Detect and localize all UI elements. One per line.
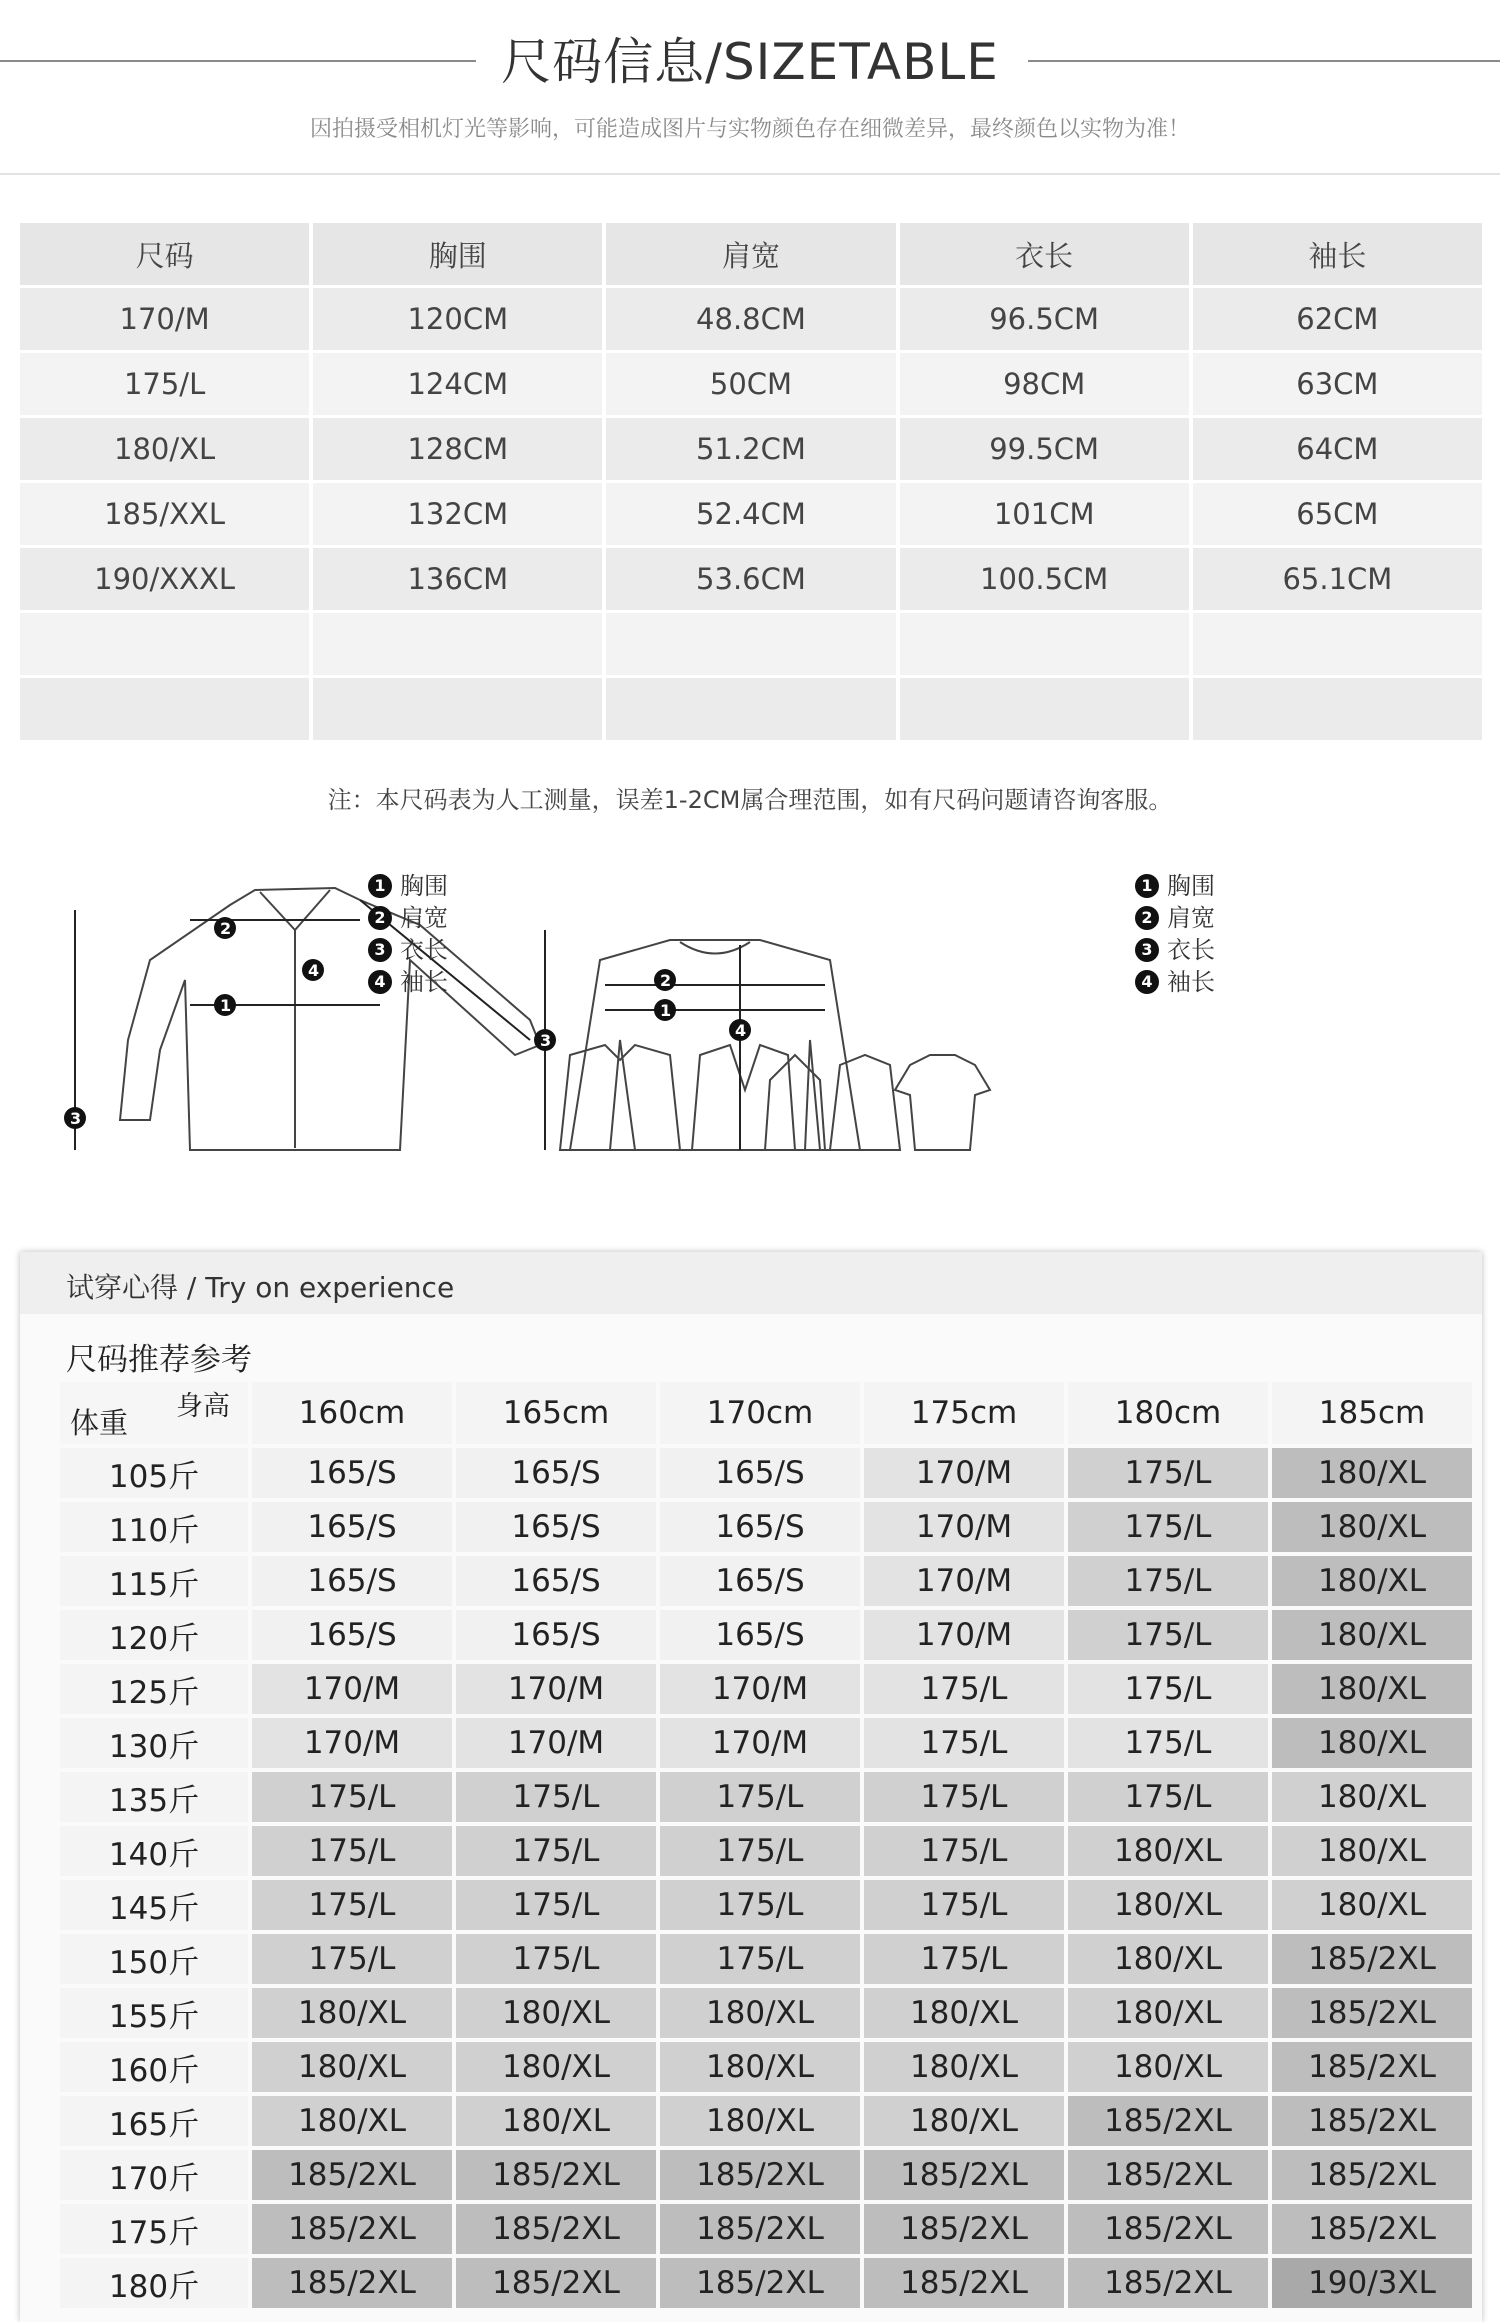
size-cell: 180/XL xyxy=(252,2096,452,2146)
legend-label: 衣长 xyxy=(400,936,448,964)
size-cell: 180/XL xyxy=(456,2096,656,2146)
size-cell: 185/2XL xyxy=(1272,2042,1472,2092)
size-cell: 175/L xyxy=(864,1934,1064,1984)
table-cell: 50CM xyxy=(606,353,895,415)
size-cell: 180/XL xyxy=(1068,2042,1268,2092)
size-cell: 180/XL xyxy=(456,2042,656,2092)
svg-text:4: 4 xyxy=(308,961,320,980)
weight-cell: 175斤 xyxy=(60,2204,248,2254)
size-cell: 170/M xyxy=(252,1664,452,1714)
table-cell: 180/XL xyxy=(20,418,309,480)
size-cell: 180/XL xyxy=(1272,1664,1472,1714)
tshirt-icon xyxy=(895,1055,990,1150)
legend-number: 2 xyxy=(368,906,392,930)
weight-cell: 110斤 xyxy=(60,1502,248,1552)
weight-cell: 130斤 xyxy=(60,1718,248,1768)
size-cell: 175/L xyxy=(456,1934,656,1984)
legend-label: 衣长 xyxy=(1167,936,1215,964)
size-cell: 175/L xyxy=(252,1772,452,1822)
size-cell: 185/2XL xyxy=(1068,2150,1268,2200)
size-cell: 175/L xyxy=(1068,1448,1268,1498)
table-row xyxy=(60,1664,1472,1714)
size-cell: 180/XL xyxy=(864,1988,1064,2038)
height-header: 180cm xyxy=(1068,1382,1268,1444)
table-row xyxy=(60,1880,1472,1930)
table-cell: 62CM xyxy=(1193,288,1482,350)
size-cell: 175/L xyxy=(1068,1556,1268,1606)
shoulder-col-header: 肩宽 xyxy=(606,223,895,285)
sleeve-col-header: 袖长 xyxy=(1193,223,1482,285)
empty-table-row xyxy=(20,678,1482,740)
table-row xyxy=(60,1448,1472,1498)
try-on-title: 试穿心得 / Try on experience xyxy=(66,1271,455,1304)
size-cell: 175/L xyxy=(456,1826,656,1876)
legend-label: 肩宽 xyxy=(1167,904,1215,932)
size-cell: 185/2XL xyxy=(864,2204,1064,2254)
size-cell: 185/2XL xyxy=(252,2258,452,2308)
size-cell: 180/XL xyxy=(1272,1556,1472,1606)
try-on-panel xyxy=(20,1252,1482,2322)
size-cell: 175/L xyxy=(660,1826,860,1876)
legend-item xyxy=(1135,934,1215,966)
table-row xyxy=(60,1772,1472,1822)
size-cell: 185/2XL xyxy=(1068,2204,1268,2254)
legend-item xyxy=(368,934,448,966)
table-row xyxy=(60,1718,1472,1768)
size-cell: 185/2XL xyxy=(456,2150,656,2200)
weight-cell: 145斤 xyxy=(60,1880,248,1930)
size-cell: 185/2XL xyxy=(1068,2096,1268,2146)
size-cell: 165/S xyxy=(660,1448,860,1498)
size-cell: 180/XL xyxy=(864,2042,1064,2092)
size-cell: 175/L xyxy=(1068,1718,1268,1768)
table-row xyxy=(60,2042,1472,2092)
measurement-note: 注：本尺码表为人工测量，误差1-2CM属合理范围，如有尺码问题请咨询客服。 xyxy=(327,786,1173,814)
size-cell: 170/M xyxy=(660,1718,860,1768)
svg-text:3: 3 xyxy=(540,1031,552,1050)
size-cell: 180/XL xyxy=(1272,1448,1472,1498)
size-cell: 180/XL xyxy=(252,1988,452,2038)
table-cell: 100.5CM xyxy=(900,548,1189,610)
table-row xyxy=(60,1556,1472,1606)
table-cell: 190/XXXL xyxy=(20,548,309,610)
grid-corner xyxy=(60,1382,248,1444)
size-cell: 180/XL xyxy=(1272,1772,1472,1822)
size-cell: 165/S xyxy=(456,1502,656,1552)
size-cell: 185/2XL xyxy=(864,2150,1064,2200)
size-cell: 180/XL xyxy=(1068,1988,1268,2038)
size-cell: 185/2XL xyxy=(1272,2096,1472,2146)
table-cell: 120CM xyxy=(313,288,602,350)
table-row xyxy=(20,353,1482,415)
size-cell: 180/XL xyxy=(252,2042,452,2092)
size-cell: 175/L xyxy=(1068,1610,1268,1660)
size-cell: 175/L xyxy=(456,1772,656,1822)
size-cell: 185/2XL xyxy=(1068,2258,1268,2308)
size-cell: 180/XL xyxy=(1272,1718,1472,1768)
table-cell: 64CM xyxy=(1193,418,1482,480)
svg-text:2: 2 xyxy=(220,919,232,938)
size-cell: 180/XL xyxy=(864,2096,1064,2146)
size-col-header: 尺码 xyxy=(20,223,309,285)
size-cell: 180/XL xyxy=(660,2096,860,2146)
table-cell: 52.4CM xyxy=(606,483,895,545)
table-cell: 96.5CM xyxy=(900,288,1189,350)
size-cell: 185/2XL xyxy=(456,2258,656,2308)
size-recommend-grid xyxy=(56,1378,1476,2312)
size-cell: 180/XL xyxy=(456,1988,656,2038)
size-cell: 180/XL xyxy=(1272,1610,1472,1660)
size-cell: 185/2XL xyxy=(660,2150,860,2200)
sweater-legend xyxy=(1135,870,1215,998)
size-cell: 175/L xyxy=(660,1934,860,1984)
legend-label: 胸围 xyxy=(400,872,448,900)
weight-cell: 105斤 xyxy=(60,1448,248,1498)
svg-text:4: 4 xyxy=(735,1021,747,1040)
size-cell: 180/XL xyxy=(660,1988,860,2038)
table-cell: 51.2CM xyxy=(606,418,895,480)
size-cell: 185/2XL xyxy=(1272,1934,1472,1984)
weight-cell: 140斤 xyxy=(60,1826,248,1876)
table-row xyxy=(20,418,1482,480)
size-cell: 185/2XL xyxy=(1272,2204,1472,2254)
size-cell: 165/S xyxy=(660,1556,860,1606)
table-cell: 63CM xyxy=(1193,353,1482,415)
table-cell: 132CM xyxy=(313,483,602,545)
size-cell: 190/3XL xyxy=(1272,2258,1472,2308)
size-cell: 175/L xyxy=(252,1826,452,1876)
legend-label: 袖长 xyxy=(1167,968,1215,996)
shirt-outline-icon xyxy=(120,888,540,1150)
cardigan-icon xyxy=(830,1055,900,1150)
size-table xyxy=(16,220,1486,743)
svg-text:3: 3 xyxy=(70,1109,82,1128)
size-cell: 175/L xyxy=(252,1880,452,1930)
try-on-header xyxy=(20,1252,1482,1314)
size-cell: 170/M xyxy=(864,1556,1064,1606)
size-cell: 175/L xyxy=(1068,1772,1268,1822)
size-cell: 180/XL xyxy=(1272,1826,1472,1876)
weight-cell: 115斤 xyxy=(60,1556,248,1606)
size-cell: 165/S xyxy=(252,1610,452,1660)
size-cell: 170/M xyxy=(660,1664,860,1714)
legend-number: 3 xyxy=(1135,938,1159,962)
table-cell: 170/M xyxy=(20,288,309,350)
table-row xyxy=(60,1610,1472,1660)
size-cell: 170/M xyxy=(864,1610,1064,1660)
weight-cell: 120斤 xyxy=(60,1610,248,1660)
size-cell: 185/2XL xyxy=(864,2258,1064,2308)
legend-item xyxy=(1135,870,1215,902)
empty-table-row xyxy=(20,613,1482,675)
size-cell: 175/L xyxy=(660,1880,860,1930)
size-cell: 175/L xyxy=(1068,1502,1268,1552)
legend-number: 2 xyxy=(1135,906,1159,930)
table-row xyxy=(60,1826,1472,1876)
chest-col-header: 胸围 xyxy=(313,223,602,285)
table-cell: 185/XXL xyxy=(20,483,309,545)
legend-item xyxy=(1135,902,1215,934)
legend-number: 4 xyxy=(1135,970,1159,994)
size-cell: 185/2XL xyxy=(660,2258,860,2308)
size-cell: 165/S xyxy=(252,1502,452,1552)
weight-cell: 180斤 xyxy=(60,2258,248,2308)
svg-text:1: 1 xyxy=(660,1001,672,1020)
weight-cell: 125斤 xyxy=(60,1664,248,1714)
table-row xyxy=(20,483,1482,545)
size-cell: 170/M xyxy=(456,1664,656,1714)
legend-label: 胸围 xyxy=(1167,872,1215,900)
weight-label: 体重 xyxy=(70,1406,129,1440)
size-cell: 180/XL xyxy=(660,2042,860,2092)
size-cell: 185/2XL xyxy=(252,2150,452,2200)
header xyxy=(0,0,1500,180)
table-cell: 124CM xyxy=(313,353,602,415)
size-cell: 185/2XL xyxy=(660,2204,860,2254)
size-cell: 165/S xyxy=(660,1610,860,1660)
legend-number: 1 xyxy=(1135,874,1159,898)
size-cell: 170/M xyxy=(252,1718,452,1768)
size-cell: 170/M xyxy=(864,1448,1064,1498)
table-row xyxy=(60,1988,1472,2038)
table-row xyxy=(60,1934,1472,1984)
garment-illustrations xyxy=(60,850,1460,1210)
shirt-collar-icon xyxy=(260,890,330,930)
size-cell: 175/L xyxy=(864,1718,1064,1768)
recommend-title: 尺码推荐参考 xyxy=(66,1342,252,1378)
size-cell: 165/S xyxy=(252,1556,452,1606)
size-cell: 165/S xyxy=(252,1448,452,1498)
size-cell: 175/L xyxy=(252,1934,452,1984)
table-cell: 128CM xyxy=(313,418,602,480)
legend-item xyxy=(368,902,448,934)
table-row xyxy=(20,548,1482,610)
size-cell: 185/2XL xyxy=(1272,1988,1472,2038)
size-cell: 185/2XL xyxy=(456,2204,656,2254)
svg-text:1: 1 xyxy=(220,996,232,1015)
table-row xyxy=(60,1502,1472,1552)
table-cell: 99.5CM xyxy=(900,418,1189,480)
size-cell: 180/XL xyxy=(1068,1934,1268,1984)
table-cell: 101CM xyxy=(900,483,1189,545)
height-header: 165cm xyxy=(456,1382,656,1444)
table-cell: 53.6CM xyxy=(606,548,895,610)
size-cell: 180/XL xyxy=(1272,1502,1472,1552)
table-cell: 98CM xyxy=(900,353,1189,415)
weight-cell: 150斤 xyxy=(60,1934,248,1984)
legend-item xyxy=(1135,966,1215,998)
page-title: 尺码信息/SIZETABLE xyxy=(501,33,999,91)
header-divider xyxy=(0,173,1500,175)
legend-number: 4 xyxy=(368,970,392,994)
table-cell: 136CM xyxy=(313,548,602,610)
size-cell: 175/L xyxy=(1068,1664,1268,1714)
blazer-icon xyxy=(692,1045,795,1150)
size-cell: 180/XL xyxy=(1068,1826,1268,1876)
size-cell: 185/2XL xyxy=(252,2204,452,2254)
size-cell: 175/L xyxy=(864,1880,1064,1930)
legend-number: 3 xyxy=(368,938,392,962)
table-row xyxy=(60,2258,1472,2308)
size-cell: 170/M xyxy=(456,1718,656,1768)
sweater-outline-icon xyxy=(570,940,860,1150)
legend-label: 袖长 xyxy=(400,968,448,996)
size-cell: 175/L xyxy=(660,1772,860,1822)
weight-cell: 155斤 xyxy=(60,1988,248,2038)
table-row xyxy=(60,2150,1472,2200)
height-header: 170cm xyxy=(660,1382,860,1444)
size-cell: 175/L xyxy=(456,1880,656,1930)
table-row xyxy=(60,2096,1472,2146)
size-cell: 180/XL xyxy=(1272,1880,1472,1930)
table-cell: 175/L xyxy=(20,353,309,415)
svg-text:2: 2 xyxy=(660,971,672,990)
height-header: 160cm xyxy=(252,1382,452,1444)
size-cell: 175/L xyxy=(864,1772,1064,1822)
legend-item xyxy=(368,966,448,998)
size-cell: 175/L xyxy=(864,1826,1064,1876)
size-cell: 170/M xyxy=(864,1502,1064,1552)
legend-label: 肩宽 xyxy=(400,904,448,932)
table-cell: 48.8CM xyxy=(606,288,895,350)
size-cell: 165/S xyxy=(456,1448,656,1498)
weight-cell: 135斤 xyxy=(60,1772,248,1822)
shirt-legend xyxy=(368,870,448,998)
size-cell: 165/S xyxy=(660,1502,860,1552)
height-header: 175cm xyxy=(864,1382,1064,1444)
table-cell: 65CM xyxy=(1193,483,1482,545)
table-cell: 65.1CM xyxy=(1193,548,1482,610)
size-cell: 180/XL xyxy=(1068,1880,1268,1930)
height-label: 身高 xyxy=(176,1391,230,1422)
height-header: 185cm xyxy=(1272,1382,1472,1444)
size-cell: 165/S xyxy=(456,1610,656,1660)
legend-number: 1 xyxy=(368,874,392,898)
size-cell: 185/2XL xyxy=(1272,2150,1472,2200)
color-disclaimer: 因拍摄受相机灯光等影响，可能造成图片与实物颜色存在细微差异，最终颜色以实物为准！ xyxy=(309,117,1190,142)
size-cell: 175/L xyxy=(864,1664,1064,1714)
measurement-diagrams xyxy=(60,850,1460,1210)
length-col-header: 衣长 xyxy=(900,223,1189,285)
size-cell: 165/S xyxy=(456,1556,656,1606)
weight-cell: 170斤 xyxy=(60,2150,248,2200)
table-row xyxy=(60,2204,1472,2254)
legend-item xyxy=(368,870,448,902)
weight-cell: 160斤 xyxy=(60,2042,248,2092)
table-row xyxy=(20,288,1482,350)
weight-cell: 165斤 xyxy=(60,2096,248,2146)
